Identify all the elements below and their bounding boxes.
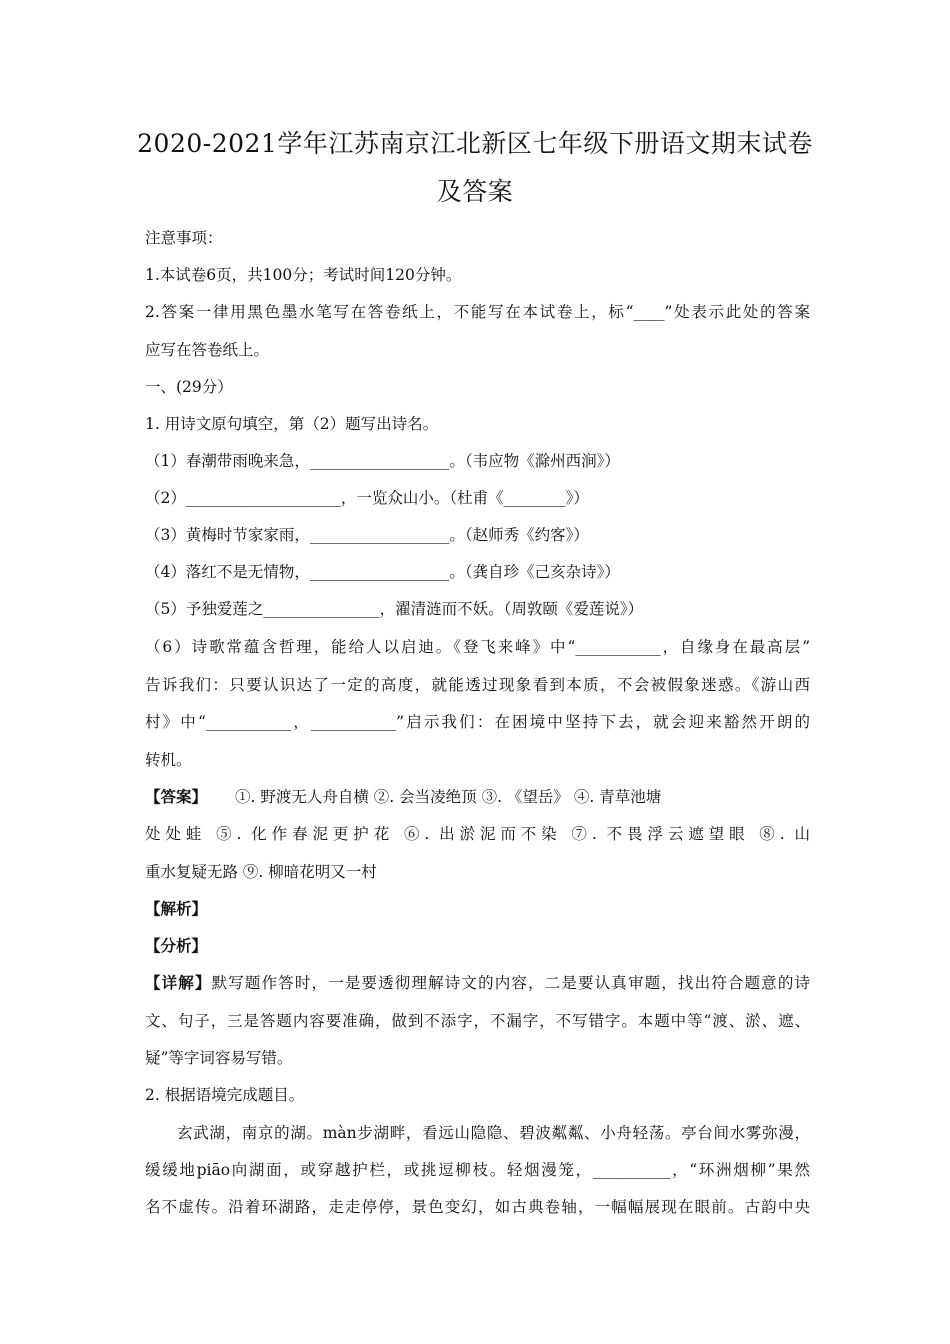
passage-line3: 名不虚传。沿着环湖路，走走停停，景色变幻，如古典卷轴，一幅幅展现在眼前。古韵中央: [145, 1198, 810, 1216]
analysis-label: 【解析】: [145, 899, 208, 918]
question-2-prompt: 2. 根据语境完成题目。: [145, 1086, 305, 1104]
answer-line3: 重水复疑无路 ⑨. 柳暗花明又一村: [145, 863, 377, 881]
notice-heading: 注意事项：: [145, 229, 223, 247]
notice-item-2-line1: 2.答案一律用黑色墨水笔写在答卷纸上，不能写在本试卷上，标“____”处表示此处的答案: [145, 303, 810, 321]
question-1-item-2: （2）____________________，一览众山小。（杜甫《________》）: [145, 489, 589, 507]
detail-label: 【详解】: [145, 973, 212, 992]
question-1-item-6-line3: 村》中“___________，___________”启示我们：在困境中坚持下去，就会迎来豁然开朗的: [145, 713, 810, 731]
answer-line1: [145, 785, 810, 807]
question-1-item-5: （5）予独爱莲之_______________，濯清涟而不妖。（周敦颐《爱莲说》）: [145, 600, 644, 618]
passage-line1: 玄武湖，南京的湖。màn步湖畔，看远山隐隐、碧波粼粼、小舟轻荡。亭台间水雾弥漫，: [177, 1124, 810, 1142]
answer-text-line1: ①. 野渡无人舟自横 ②. 会当凌绝顶 ③. 《望岳》 ④. 青草池塘: [235, 788, 662, 806]
question-1-item-1: （1）春潮带雨晚来急，__________________。（韦应物《滁州西涧》）: [145, 452, 620, 470]
question-1-prompt: 1. 用诗文原句填空，第（2）题写出诗名。: [145, 415, 439, 433]
fenxi-label: 【分析】: [145, 936, 208, 955]
section-heading: 一、(29分）: [145, 378, 233, 396]
question-1-item-3: （3）黄梅时节家家雨，__________________。（赵师秀《约客》）: [145, 526, 589, 544]
document-title-line1: 2020-2021学年江苏南京江北新区七年级下册语文期末试卷: [137, 129, 813, 158]
answer-line2: 处处蛙 ⑤. 化作春泥更护花 ⑥. 出淤泥而不染 ⑦. 不畏浮云遮望眼 ⑧. 山: [145, 825, 810, 843]
notice-item-1: 1.本试卷6页，共100分；考试时间120分钟。: [145, 266, 462, 284]
detail-line1: [145, 971, 810, 993]
notice-item-2-line2: 应写在答卷纸上。: [145, 341, 270, 359]
passage-line2: 缓缓地piāo向湖面，或穿越护栏，或挑逗柳枝。轻烟漫笼，__________，“环洲烟柳”果然: [145, 1161, 810, 1179]
detail-line3: 疑”等字词容易写错。: [145, 1049, 293, 1067]
question-1-item-6-line4: 转机。: [145, 751, 192, 769]
answer-label: 【答案】: [145, 787, 208, 806]
detail-line2: 文、句子，三是答题内容要准确，做到不添字，不漏字，不写错字。本题中等“渡、淤、遮、: [145, 1012, 810, 1030]
question-1-item-6-line1: （6）诗歌常蕴含哲理，能给人以启迪。《登飞来峰》中“___________，自缘身在最高层”: [145, 638, 810, 656]
document-title-line2: 及答案: [436, 177, 514, 206]
question-1-item-4: （4）落红不是无情物，__________________。（龚自珍《己亥杂诗》）: [145, 563, 620, 581]
detail-text-line1: 默写题作答时，一是要透彻理解诗文的内容，二是要认真审题，找出符合题意的诗: [211, 974, 810, 992]
question-1-item-6-line2: 告诉我们：只要认识达了一定的高度，就能透过现象看到本质，不会被假象迷惑。《游山西: [145, 676, 810, 694]
